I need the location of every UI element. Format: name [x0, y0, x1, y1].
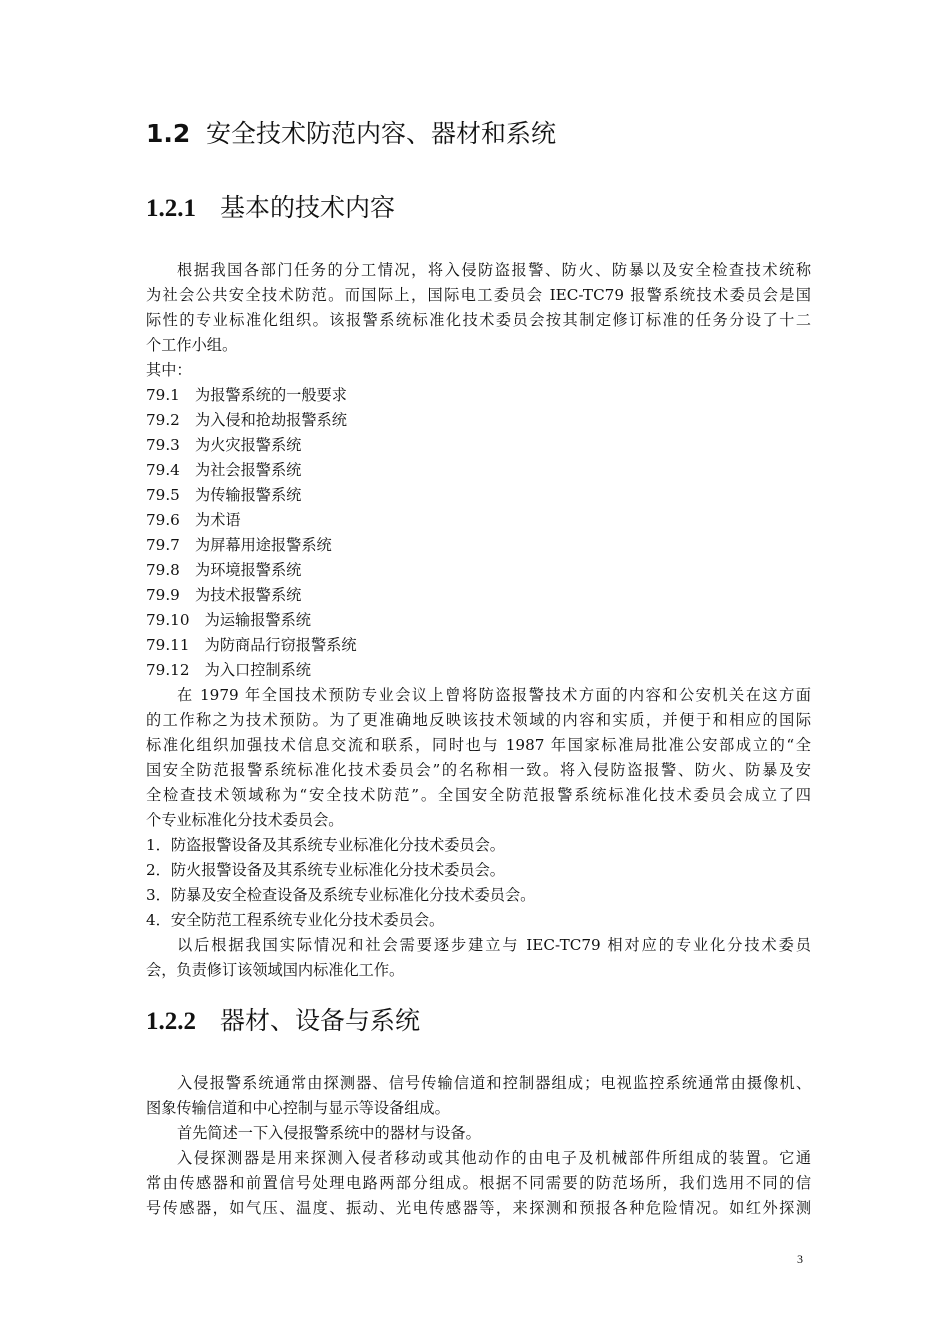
list-item: 79.7 为屏幕用途报警系统 [146, 536, 332, 554]
subsection-number: 1.2.1 [146, 195, 196, 222]
list-item: 79.4 为社会报警系统 [146, 461, 302, 479]
paragraph-line: 标准化组织加强技术信息交流和联系，同时也与 1987 年国家标准局批准公安部成立的“全 [146, 736, 811, 754]
paragraph-line: 全检查技术领域称为“安全技术防范”。全国安全防范报警系统标准化技术委员会成立了四 [146, 786, 811, 804]
list-intro: 其中： [146, 361, 192, 379]
list-item: 79.1 为报警系统的一般要求 [146, 386, 347, 404]
list-item: 1．防盗报警设备及其系统专业标准化分技术委员会。 [146, 836, 505, 854]
list-item: 79.10 为运输报警系统 [146, 611, 311, 629]
section-number: 1.2 [146, 119, 191, 148]
paragraph-line: 首先简述一下入侵报警系统中的器材与设备。 [177, 1124, 481, 1142]
paragraph-line: 会，负责修订该领域国内标准化工作。 [146, 961, 405, 979]
paragraph-line: 号传感器，如气压、温度、振动、光电传感器等，来探测和预报各种危险情况。如红外探测 [146, 1199, 811, 1217]
list-item: 79.11 为防商品行窃报警系统 [146, 636, 357, 654]
subsection-number: 1.2.2 [146, 1008, 196, 1035]
paragraph-line: 常由传感器和前置信号处理电路两部分组成。根据不同需要的防范场所，我们选用不同的信 [146, 1174, 811, 1192]
list-item: 79.9 为技术报警系统 [146, 586, 302, 604]
paragraph-line: 图象传输信道和中心控制与显示等设备组成。 [146, 1099, 450, 1117]
paragraph-line: 国安全防范报警系统标准化技术委员会”的名称相一致。将入侵防盗报警、防火、防暴及安 [146, 761, 811, 779]
list-item: 79.6 为术语 [146, 511, 241, 529]
subsection-title: 基本的技术内容 [220, 193, 396, 222]
list-item: 79.2 为入侵和抢劫报警系统 [146, 411, 347, 429]
list-item: 79.12 为入口控制系统 [146, 661, 311, 679]
page-number: 3 [797, 1252, 803, 1266]
subsection-heading-1 [146, 188, 395, 224]
list-item: 79.3 为火灾报警系统 [146, 436, 302, 454]
list-item: 79.5 为传输报警系统 [146, 486, 302, 504]
list-item: 2．防火报警设备及其系统专业标准化分技术委员会。 [146, 861, 505, 879]
paragraph-line: 际性的专业标准化组织。该报警系统标准化技术委员会按其制定修订标准的任务分设了十二 [146, 311, 811, 329]
paragraph-line: 个工作小组。 [146, 336, 238, 354]
paragraph-line: 的工作称之为技术预防。为了更准确地反映该技术领域的内容和实质，并便于和相应的国际 [146, 711, 811, 729]
subsection-2-body [146, 1071, 811, 1221]
paragraph-line: 在 1979 年全国技术预防专业会议上曾将防盗报警技术方面的内容和公安机关在这方面 [177, 686, 811, 704]
list-item: 79.8 为环境报警系统 [146, 561, 302, 579]
list-item: 4．安全防范工程系统专业化分技术委员会。 [146, 911, 445, 929]
paragraph-line: 入侵报警系统通常由探测器、信号传输信道和控制器组成；电视监控系统通常由摄像机、 [177, 1074, 811, 1092]
paragraph-line: 为社会公共安全技术防范。而国际上，国际电工委员会 IEC-TC79 报警系统技术委员会是国 [146, 286, 811, 304]
paragraph-line: 入侵探测器是用来探测入侵者移动或其他动作的由电子及机械部件所组成的装置。它通 [177, 1149, 811, 1167]
list-item: 3．防暴及安全检查设备及系统专业标准化分技术委员会。 [146, 886, 536, 904]
section-heading [146, 114, 556, 150]
paragraph-line: 个专业标准化分技术委员会。 [146, 811, 344, 829]
subsection-title: 器材、设备与系统 [220, 1006, 421, 1035]
subsection-1-body [146, 258, 811, 983]
paragraph-line: 以后根据我国实际情况和社会需要逐步建立与 IEC-TC79 相对应的专业化分技术委员 [177, 936, 811, 954]
section-title: 安全技术防范内容、器材和系统 [206, 119, 557, 148]
paragraph-line: 根据我国各部门任务的分工情况，将入侵防盗报警、防火、防暴以及安全检查技术统称 [177, 261, 811, 279]
subsection-heading-2 [146, 1001, 420, 1037]
